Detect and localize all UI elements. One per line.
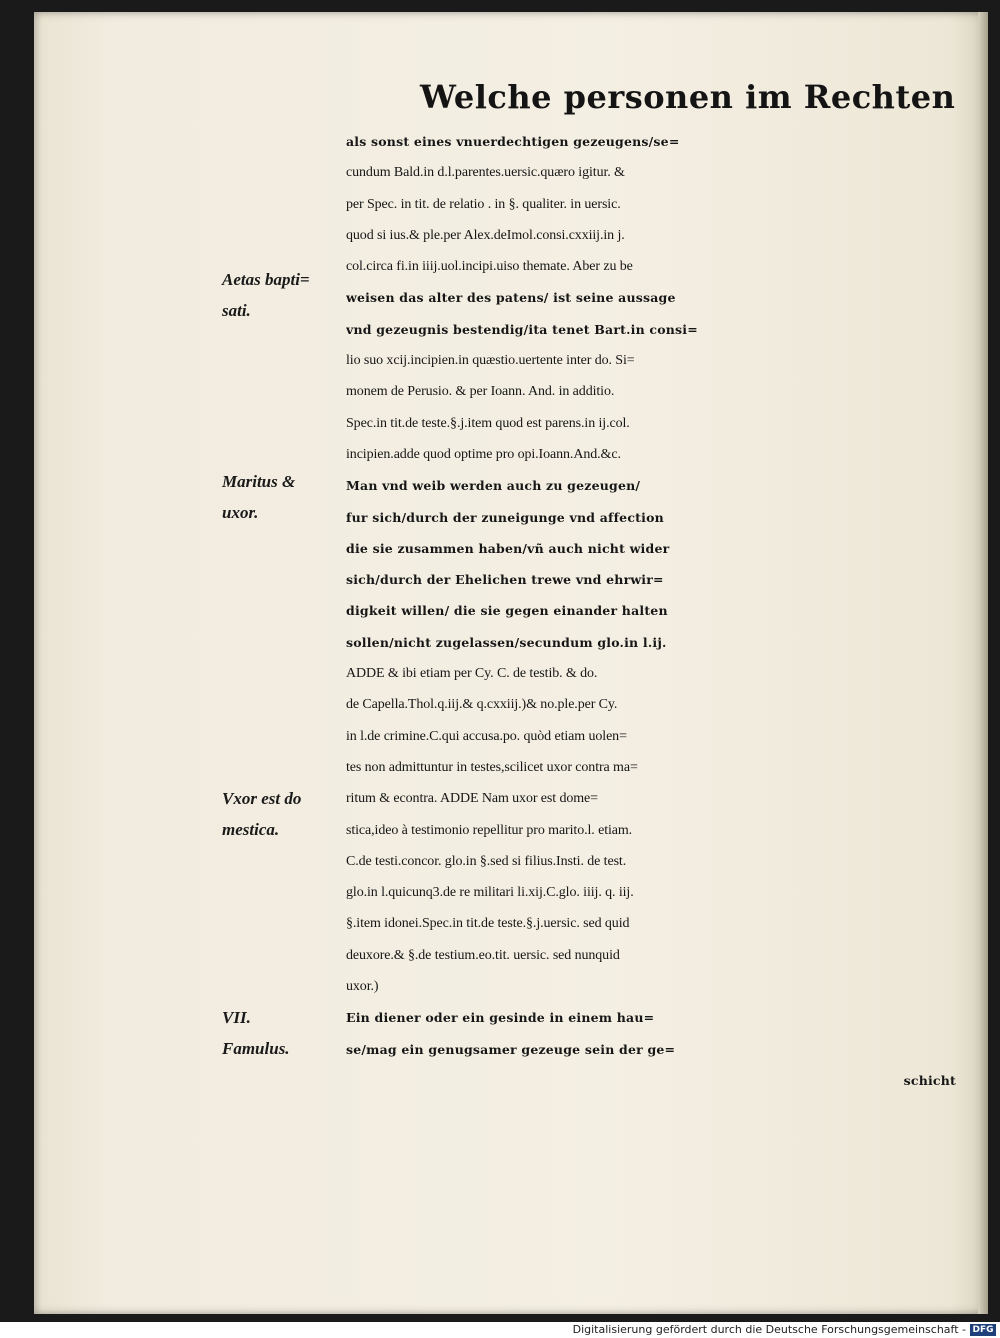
dfg-logo: DFG [970,1324,996,1336]
main-text-block [346,126,956,1096]
text-line: de Capella.Thol.q.iij.& q.cxxiij.)& no.ple.per Cy. [346,697,618,713]
margin-note-line: Vxor est do [222,789,302,808]
margin-note-maritus [222,466,295,528]
text-line: incipien.adde quod optime pro opi.Ioann.And.&c. [346,446,621,462]
text-line: ritum & econtra. ADDE Nam uxor est dome= [346,791,598,807]
text-line: sollen/nicht zugelassen/secundum glo.in l.ij. [346,634,667,650]
text-line: stica,ideo à testimonio repellitur pro marito.l. etiam. [346,822,633,838]
margin-note-famulus [222,1002,290,1064]
margin-note-line: Aetas bapti= [222,270,310,289]
text-line: uxor.) [346,979,379,995]
text-line: monem de Perusio. & per Ioann. And. in additio. [346,384,615,400]
text-line: glo.in l.quicunq3.de re militari li.xij.C.glo. iiij. q. iij. [346,885,634,901]
text-line: Man vnd weib werden auch zu gezeugen/ [346,478,641,494]
text-line: die sie zusammen haben/vñ auch nicht wider [346,540,670,556]
margin-note-line: mestica. [222,820,280,839]
margin-note-line: VII. [222,1008,251,1027]
text-line: se/mag ein genugsamer gezeuge sein der ge= [346,1041,676,1057]
text-line: als sonst eines vnuerdechtigen gezeugens/se= [346,134,680,149]
text-line: ADDE & ibi etiam per Cy. C. de testib. & do. [346,666,598,682]
footer-credit: Digitalisierung gefördert durch die Deutsche Forschungsgemeinschaft - [572,1323,966,1336]
footer-bar [0,1322,1000,1338]
text-line: per Spec. in tit. de relatio . in §. qualiter. in uersic. [346,196,621,212]
text-line: cundum Bald.in d.l.parentes.uersic.quæro igitur. & [346,165,625,181]
running-header: Welche personen im Rechten [420,78,956,116]
text-line: Ein diener oder ein gesinde in einem hau= [346,1010,655,1026]
margin-note-line: uxor. [222,503,259,522]
margin-note-aetas [222,264,310,326]
text-line: Spec.in tit.de teste.§.j.item quod est parens.in ij.col. [346,415,630,431]
text-line: §.item idonei.Spec.in tit.de teste.§.j.uersic. sed quid [346,916,630,932]
text-line: col.circa fi.in iiij.uol.incipi.uiso themate. Aber zu be [346,259,633,275]
text-line: sich/durch der Ehelichen trewe vnd ehrwir= [346,572,664,588]
text-line: digkeit willen/ die sie gegen einander halten [346,603,668,619]
text-line: C.de testi.concor. glo.in §.sed si filius.Insti. de test. [346,853,627,869]
text-line: quod si ius.& ple.per Alex.deImol.consi.cxxiij.in j. [346,227,625,243]
text-line: schicht [903,1072,956,1088]
margin-note-uxor [222,783,301,845]
text-line: vnd gezeugnis bestendig/ita tenet Bart.in consi= [346,321,698,337]
margin-note-line: Maritus & [222,472,296,491]
text-line: in l.de crimine.C.qui accusa.po. quòd etiam uolen= [346,728,627,744]
margin-note-line: sati. [222,301,251,320]
text-line: tes non admittuntur in testes,scilicet uxor contra ma= [346,759,638,775]
page-edge [978,12,988,1314]
text-line: weisen das alter des patens/ ist seine aussage [346,290,676,306]
text-line: lio suo xcij.incipien.in quæstio.uertente inter do. Si= [346,353,635,369]
margin-note-line: Famulus. [222,1039,290,1058]
text-line: fur sich/durch der zuneigunge vnd affection [346,509,664,525]
text-line: deuxore.& §.de testium.eo.tit. uersic. sed nunquid [346,947,620,963]
